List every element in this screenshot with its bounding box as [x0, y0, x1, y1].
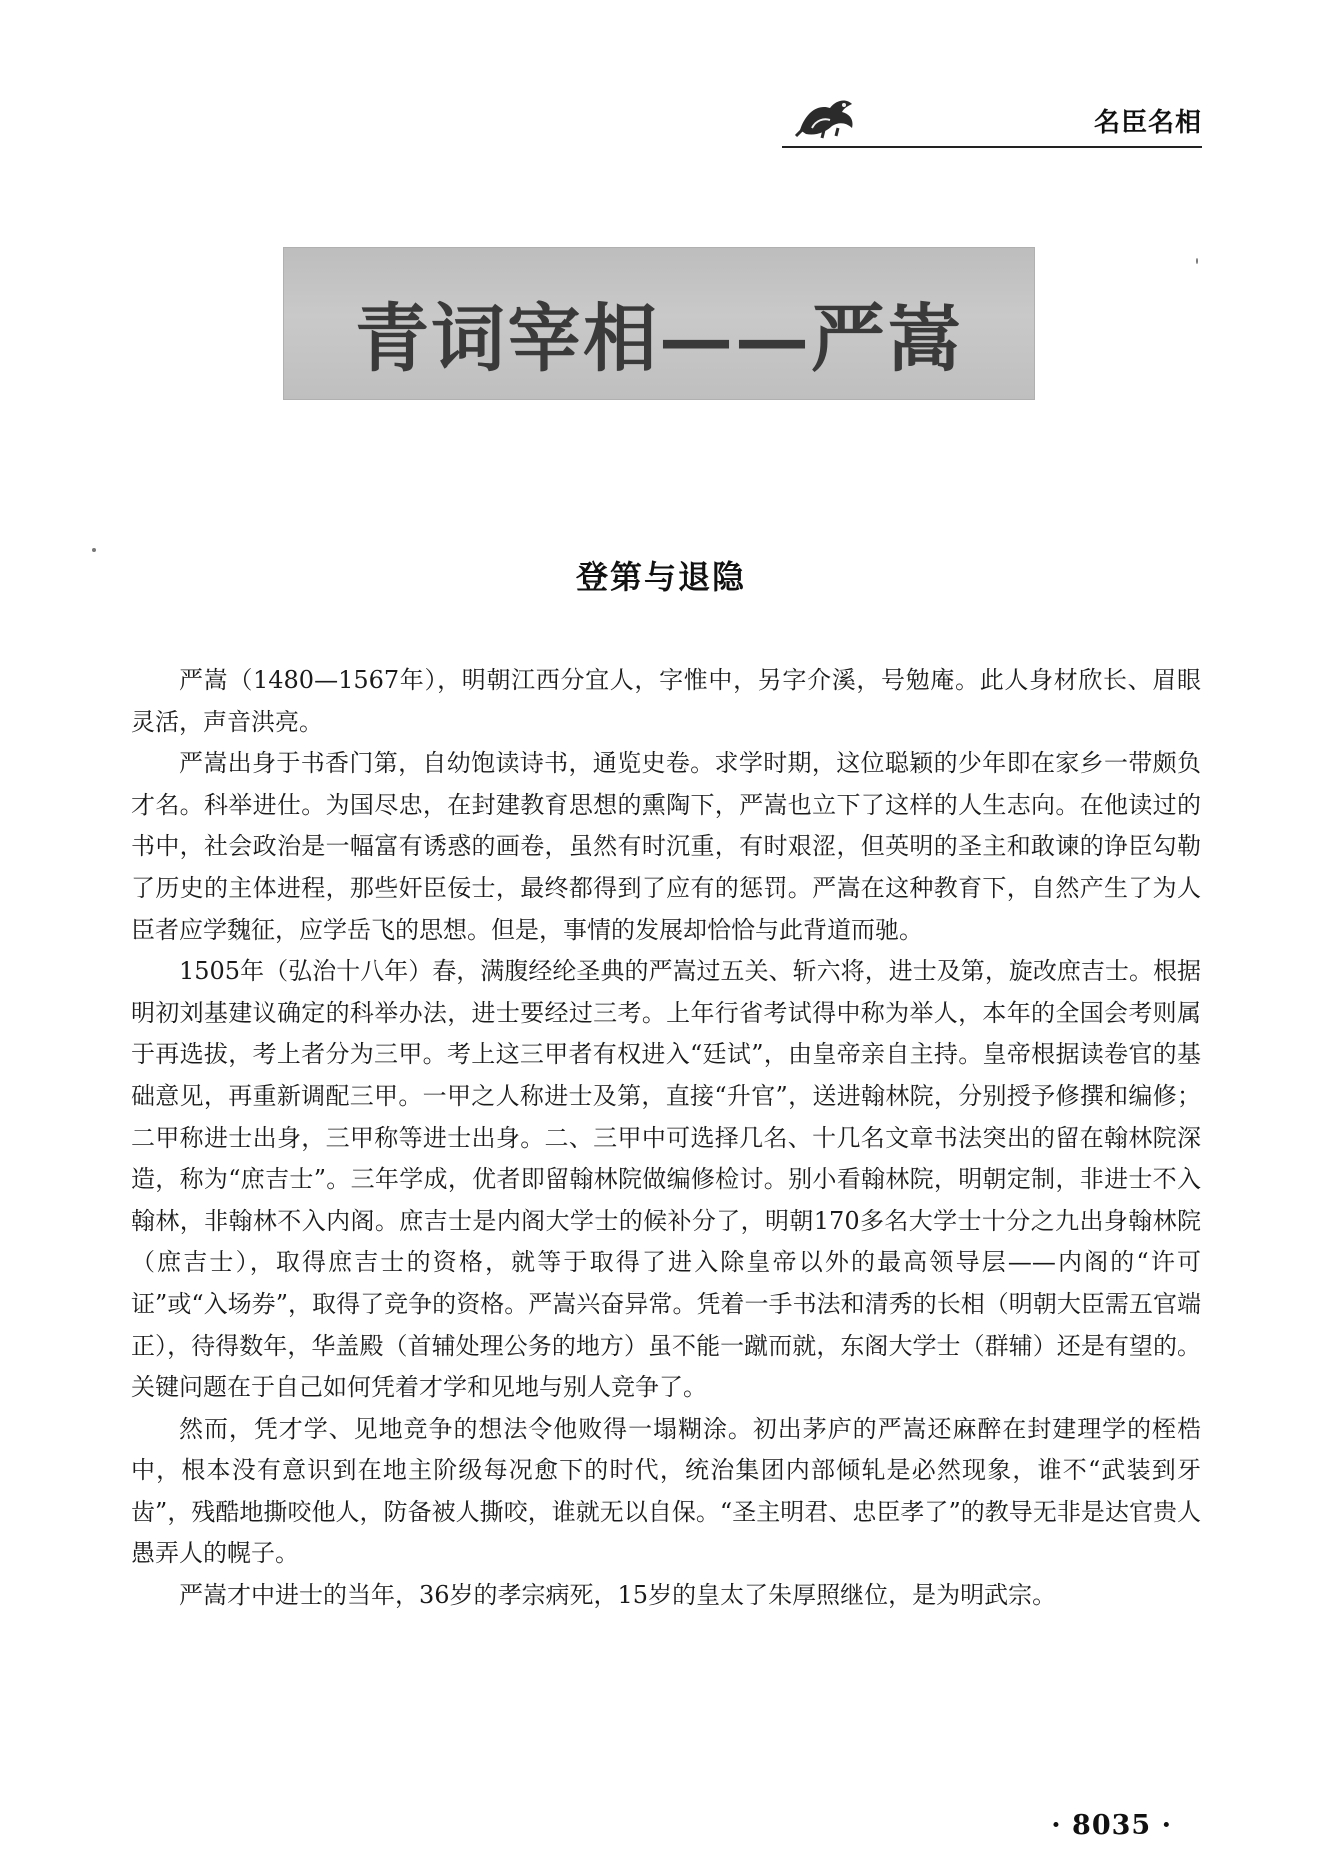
page-header: [782, 60, 1202, 150]
paragraph-1: 严嵩（1480—1567年），明朝江西分宜人，字惟中，另字介溪，号勉庵。此人身材欣长、眉眼灵活，声音洪亮。: [131, 666, 1201, 736]
paragraph-5: 严嵩才中进士的当年，36岁的孝宗病死，15岁的皇太了朱厚照继位，是为明武宗。: [179, 1581, 1057, 1610]
paragraph-4: 然而，凭才学、见地竞争的想法令他败得一塌糊涂。初出茅庐的严嵩还麻醉在封建理学的桎梏中，根本没有意识到在地主阶级每况愈下的时代，统治集团内部倾轧是必然现象，谁不“武装到牙齿”，残酷地撕咬他人，防备被人撕咬，谁就无以自保。“圣主明君、忠臣孝了”的教导无非是达官贵人愚弄人的幌子。: [131, 1414, 1201, 1568]
body-text: [131, 660, 1201, 1617]
page-number: · 8035 ·: [1051, 1810, 1172, 1841]
paragraph-2: 严嵩出身于书香门第，自幼饱读诗书，通览史卷。求学时期，这位聪颖的少年即在家乡一带颇负才名。科举进仕。为国尽忠，在封建教育思想的熏陶下，严嵩也立下了这样的人生志向。在他读过的书中，社会政治是一幅富有诱惑的画卷，虽然有时沉重，有时艰涩，但英明的圣主和敢谏的诤臣勾勒了历史的主体进程，那些奸臣佞士，最终都得到了应有的惩罚。严嵩在这种教育下，自然产生了为人臣者应学魏征，应学岳飞的思想。但是，事情的发展却恰恰与此背道而驰。: [131, 749, 1201, 944]
paragraph-3: 1505年（弘治十八年）春，满腹经纶圣典的严嵩过五关、斩六将，进士及第，旋改庶吉士。根据明初刘基建议确定的科举办法，进士要经过三考。上年行省考试得中称为举人，本年的全国会考则属于再选拔，考上者分为三甲。考上这三甲者有权进入“廷试”，由皇帝亲自主持。皇帝根据读卷官的基础意见，再重新调配三甲。一甲之人称进士及第，直接“升官”，送进翰林院，分别授予修撰和编修；二甲称进士出身，三甲称等进士出身。二、三甲中可选择几名、十几名文章书法突出的留在翰林院深造，称为“庶吉士”。三年学成，优者即留翰林院做编修检讨。别小看翰林院，明朝定制，非进士不入翰林，非翰林不入内阁。庶吉士是内阁大学士的候补分了，明朝170多名大学士十分之九出身翰林院（庶吉士），取得庶吉士的资格，就等于取得了进入除皇帝以外的最高领导层——内阁的“许可证”或“入场券”，取得了竞争的资格。严嵩兴奋异常。凭着一手书法和清秀的长相（明朝大臣需五官端正），待得数年，华盖殿（首辅处理公务的地方）虽不能一蹴而就，东阁大学士（群辅）还是有望的。关键问题在于自己如何凭着才学和见地与别人竞争了。: [131, 957, 1201, 1402]
dragon-emblem-icon: [792, 90, 862, 142]
header-rule: [782, 146, 1202, 148]
section-heading: 登第与退隐: [575, 558, 746, 596]
running-head: 名臣名相: [1093, 108, 1202, 138]
chapter-title: 青词宰相——严嵩: [355, 296, 963, 382]
chapter-title-band: [283, 247, 1035, 400]
scan-speck: [92, 548, 96, 552]
scan-speck: [1196, 258, 1198, 264]
